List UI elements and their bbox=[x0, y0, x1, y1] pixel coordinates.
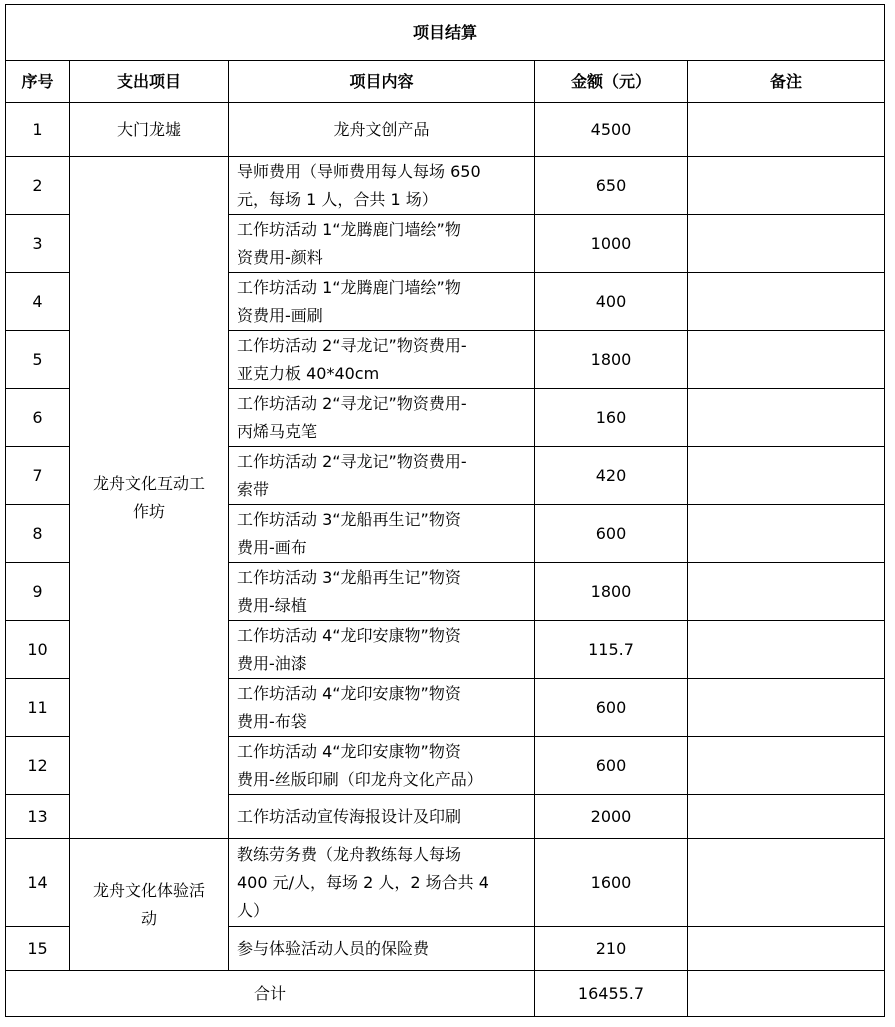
row-seq: 6 bbox=[6, 389, 70, 447]
row-note bbox=[688, 215, 885, 273]
header-seq: 序号 bbox=[6, 61, 70, 103]
table-row bbox=[6, 103, 885, 157]
row-note bbox=[688, 389, 885, 447]
category-dameng-longxu: 大门龙墟 bbox=[70, 103, 229, 157]
row-amount: 420 bbox=[535, 447, 688, 505]
row-note bbox=[688, 563, 885, 621]
row-content: 导师费用（导师费用每人每场 650 元，每场 1 人，合共 1 场） bbox=[229, 157, 535, 215]
header-content: 项目内容 bbox=[229, 61, 535, 103]
row-note bbox=[688, 157, 885, 215]
row-amount: 160 bbox=[535, 389, 688, 447]
row-content: 工作坊活动 1“龙腾鹿门墙绘”物 资费用-颜料 bbox=[229, 215, 535, 273]
row-seq: 2 bbox=[6, 157, 70, 215]
row-note bbox=[688, 839, 885, 927]
row-content: 工作坊活动 2“寻龙记”物资费用- 亚克力板 40*40cm bbox=[229, 331, 535, 389]
row-seq: 9 bbox=[6, 563, 70, 621]
row-content: 工作坊活动 3“龙船再生记”物资 费用-画布 bbox=[229, 505, 535, 563]
row-seq: 3 bbox=[6, 215, 70, 273]
title-row bbox=[6, 5, 885, 61]
row-seq: 11 bbox=[6, 679, 70, 737]
table-title: 项目结算 bbox=[6, 5, 885, 61]
row-amount: 600 bbox=[535, 737, 688, 795]
row-seq: 1 bbox=[6, 103, 70, 157]
row-content: 工作坊活动 1“龙腾鹿门墙绘”物 资费用-画刷 bbox=[229, 273, 535, 331]
header-note: 备注 bbox=[688, 61, 885, 103]
row-amount: 210 bbox=[535, 927, 688, 971]
row-seq: 13 bbox=[6, 795, 70, 839]
row-note bbox=[688, 927, 885, 971]
category-experience: 龙舟文化体验活 动 bbox=[70, 839, 229, 971]
row-seq: 7 bbox=[6, 447, 70, 505]
row-note bbox=[688, 737, 885, 795]
header-item: 支出项目 bbox=[70, 61, 229, 103]
row-seq: 4 bbox=[6, 273, 70, 331]
row-note bbox=[688, 447, 885, 505]
row-amount: 600 bbox=[535, 679, 688, 737]
row-seq: 10 bbox=[6, 621, 70, 679]
total-label: 合计 bbox=[6, 971, 535, 1017]
row-content: 工作坊活动 4“龙印安康物”物资 费用-油漆 bbox=[229, 621, 535, 679]
table-row bbox=[6, 157, 885, 215]
row-amount: 4500 bbox=[535, 103, 688, 157]
total-row bbox=[6, 971, 885, 1017]
row-content: 工作坊活动 3“龙船再生记”物资 费用-绿植 bbox=[229, 563, 535, 621]
row-amount: 650 bbox=[535, 157, 688, 215]
row-note bbox=[688, 621, 885, 679]
row-note bbox=[688, 331, 885, 389]
row-note bbox=[688, 273, 885, 331]
row-seq: 12 bbox=[6, 737, 70, 795]
header-row bbox=[6, 61, 885, 103]
row-amount: 115.7 bbox=[535, 621, 688, 679]
row-note bbox=[688, 103, 885, 157]
settlement-table bbox=[5, 4, 885, 1017]
total-note bbox=[688, 971, 885, 1017]
row-seq: 5 bbox=[6, 331, 70, 389]
row-amount: 1800 bbox=[535, 563, 688, 621]
row-amount: 1000 bbox=[535, 215, 688, 273]
row-content: 参与体验活动人员的保险费 bbox=[229, 927, 535, 971]
table-row bbox=[6, 839, 885, 927]
row-content: 教练劳务费（龙舟教练每人每场 400 元/人，每场 2 人，2 场合共 4 人） bbox=[229, 839, 535, 927]
row-amount: 1600 bbox=[535, 839, 688, 927]
row-content: 工作坊活动 4“龙印安康物”物资 费用-布袋 bbox=[229, 679, 535, 737]
category-workshop: 龙舟文化互动工 作坊 bbox=[70, 157, 229, 839]
row-note bbox=[688, 795, 885, 839]
row-content: 龙舟文创产品 bbox=[229, 103, 535, 157]
row-note bbox=[688, 679, 885, 737]
row-amount: 2000 bbox=[535, 795, 688, 839]
header-amount: 金额（元） bbox=[535, 61, 688, 103]
row-seq: 8 bbox=[6, 505, 70, 563]
row-amount: 400 bbox=[535, 273, 688, 331]
row-seq: 15 bbox=[6, 927, 70, 971]
row-note bbox=[688, 505, 885, 563]
row-content: 工作坊活动 2“寻龙记”物资费用- 索带 bbox=[229, 447, 535, 505]
row-seq: 14 bbox=[6, 839, 70, 927]
row-content: 工作坊活动 4“龙印安康物”物资 费用-丝版印刷（印龙舟文化产品） bbox=[229, 737, 535, 795]
total-amount: 16455.7 bbox=[535, 971, 688, 1017]
row-content: 工作坊活动 2“寻龙记”物资费用- 丙烯马克笔 bbox=[229, 389, 535, 447]
row-amount: 600 bbox=[535, 505, 688, 563]
row-amount: 1800 bbox=[535, 331, 688, 389]
row-content: 工作坊活动宣传海报设计及印刷 bbox=[229, 795, 535, 839]
